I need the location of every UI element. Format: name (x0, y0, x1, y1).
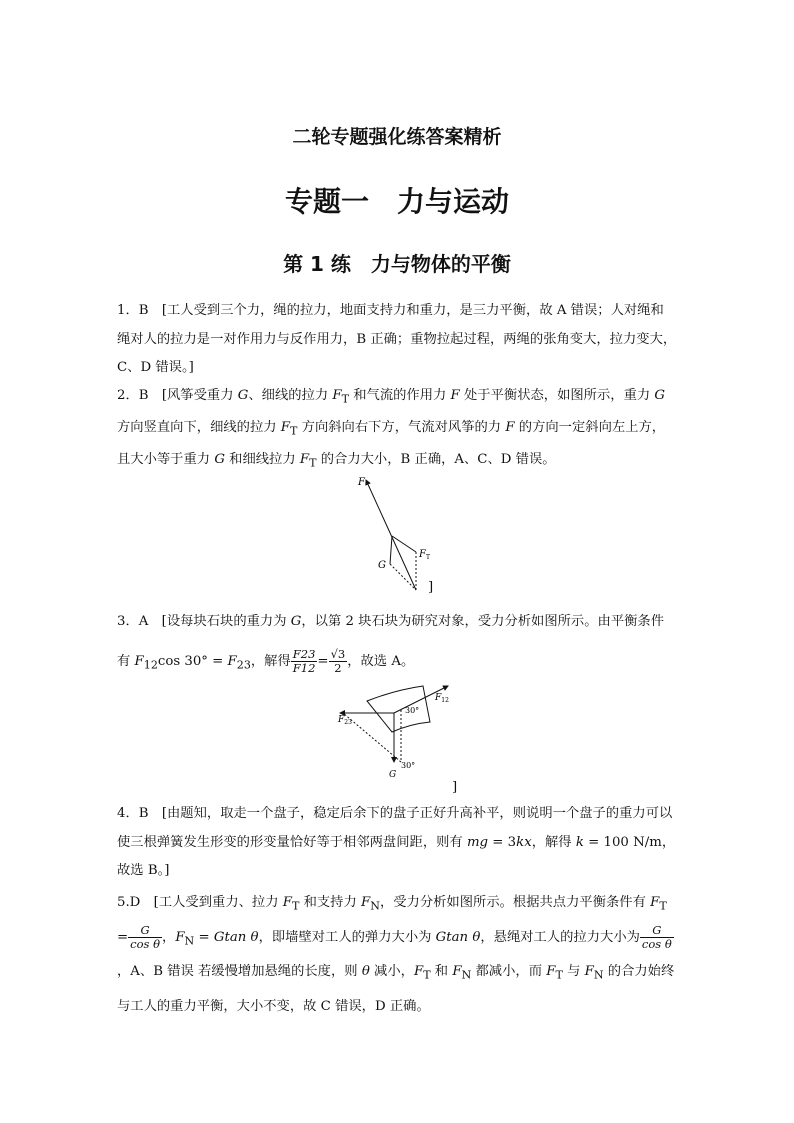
answer-5: 5.D [工人受到重力、拉力 $F_T$ 和支持力 $F_N$，受力分析如图所示。根据共点力平衡条件有 $F_T$ = $\frac{G}{\text{cos θ}}$ ，$F_N = Gtan$ θ，即墙壁对工人的弹力大小为 Gtan θ，悬绳对工人的拉力大小为 $\frac{G}{\text{cos θ}}$ ，A、B 错误 若缓慢增加悬绳的长度，则 θ 减小，$F_T$ 和 $F_N$ 都减小，而 $F_T$ 与 $F_N$ 的合力始终与工人的重力平衡，大小不变，故 C 错误，D 正确。 (117, 895, 675, 1014)
label-f23: $F_{23}$ (338, 715, 352, 726)
label-f12: $F_{12}$ (435, 693, 449, 704)
document-title: 二轮专题强化练答案精析 (292, 126, 502, 148)
fraction-f23-f12: $\frac{F23}{F12}$ (292, 647, 316, 675)
stone-force-diagram (335, 680, 465, 785)
answer-4: 4．B [由题知，取走一个盘子，稳定后余下的盘子正好升高补平，则说明一个盘子的重力可以使三根弹簧发生形变的形变量恰好等于相邻两盘间距，则有 mg = 3kx，解得 k = 100 N/m，故选 B。] (117, 806, 676, 878)
dashed-diagonal (390, 564, 416, 590)
label-f: F (358, 477, 365, 488)
fraction-g-cos-1: $\frac{G}{\text{cos θ}}$ (130, 922, 161, 951)
fraction-sqrt3-2: $\frac{√3}{2}$ (330, 647, 346, 675)
angle-label-top: 30° (405, 706, 420, 715)
force-g-line (390, 536, 392, 564)
label-ft: $F_T$ (419, 549, 430, 561)
force-f-arrow (366, 480, 416, 590)
kite-force-diagram (350, 472, 440, 597)
label-g: G (378, 560, 386, 571)
label-g: G (389, 770, 397, 780)
fraction-g-cos-2: $\frac{G}{\text{cos θ}}$ (641, 922, 672, 951)
lesson-title: 第 1 练 力与物体的平衡 (283, 252, 511, 276)
closing-bracket-3: ] (452, 780, 458, 795)
answer-1: 1．B [工人受到三个力，绳的拉力，地面支持力和重力，是三力平衡，故 A 错误；人对绳和绳对人的拉力是一对作用力与反作用力，B 正确；重物拉起过程，两绳的张角变大，拉力变大，C、D 错误。] (117, 303, 677, 375)
topic-title: 专题一 力与运动 (284, 185, 509, 218)
angle-label-bottom: 30° (401, 761, 416, 770)
closing-bracket-2: ] (428, 580, 434, 595)
answer-2: 2．B [风筝受重力 G、细线的拉力 $F_T$ 和气流的作用力 F 处于平衡状态，如图所示，重力 G 方向竖直向下，细线的拉力 $F_T$ 方向斜向右下方，气流对风筝的力 F 的方向一定斜向左上方，且大小等于重力 G 和细线拉力 $F_T$ 的合力大小，B 正确，A、C、D 错误。 (117, 388, 666, 470)
answer-3: 3．A [设每块石块的重力为 G，以第 2 块石块为研究对象，受力分析如图所示。由平衡条件有 $F_{12}\cos$ $30^\circ = F_{23}$，解得 $\frac{F23}{F12}$ = $\frac{√3}{2}$ ，故选 A。 (117, 614, 665, 675)
stone-block-outline (367, 686, 430, 732)
